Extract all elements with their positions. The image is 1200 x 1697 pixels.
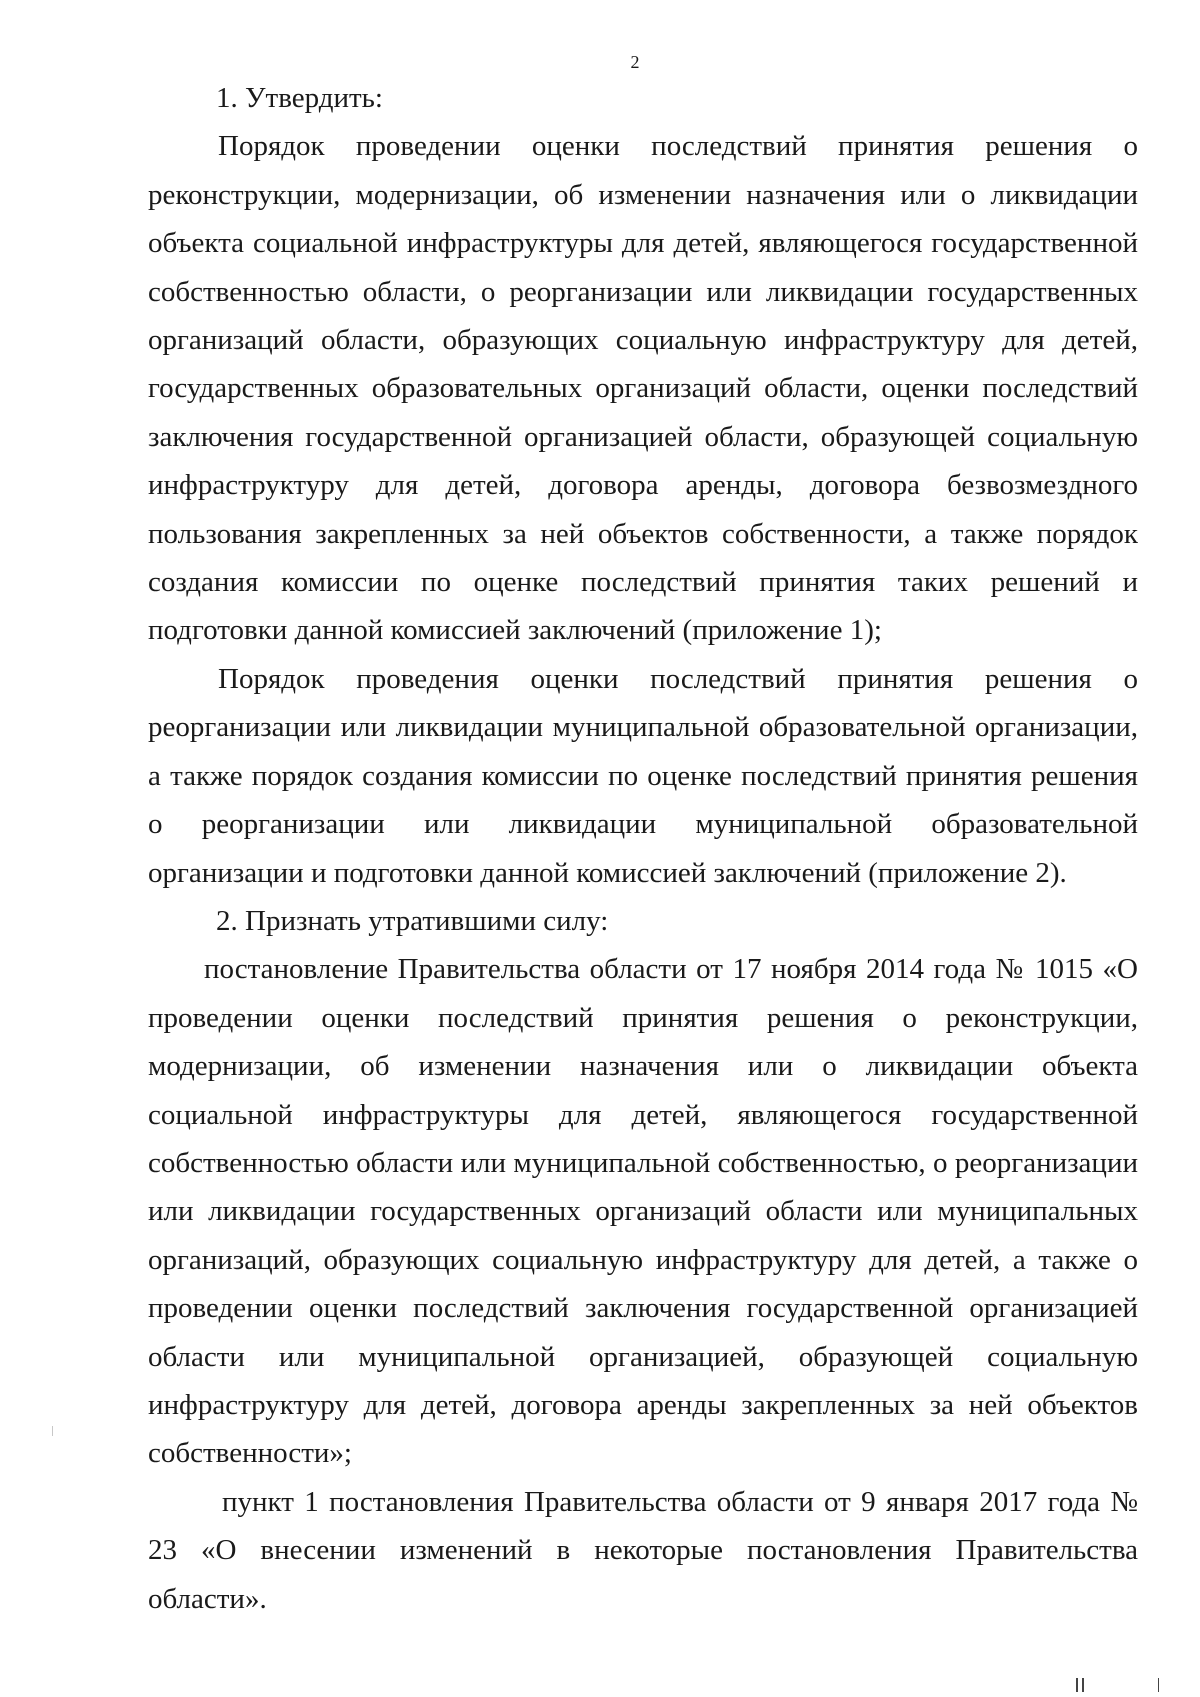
paragraph-order-appendix-2: Порядок проведения оценки последствий принятия решения о реорганизации или ликвидации муниципальной образовательной организации, а также порядок создания комиссии по оценке последствий принятия решения о реорганизации или ликвидации муниципальной образовательной организации и подготовки данной комиссией заключений (приложение 2). xyxy=(148,662,1138,889)
item-1-heading: 1. Утвердить: xyxy=(216,82,383,114)
scan-corner-mark xyxy=(1076,1678,1078,1692)
scan-margin-mark xyxy=(52,1426,53,1436)
page-number: 2 xyxy=(630,52,640,72)
scan-corner-mark xyxy=(1082,1678,1084,1692)
scan-corner-mark xyxy=(1158,1678,1159,1692)
document-body xyxy=(148,74,1138,1623)
paragraph-repealed-resolution-23: пункт 1 постановления Правительства области от 9 января 2017 года № 23 «О внесении изменений в некоторые постановления Правительства области». xyxy=(148,1485,1138,1615)
paragraph-order-appendix-1: Порядок проведении оценки последствий принятия решения о реконструкции, модернизации, об изменении назначения или о ликвидации объекта социальной инфраструктуры для детей, являющегося государственной собственностью области, о реорганизации или ликвидации государственных организаций области, образующих социальную инфраструктуру для детей, государственных образовательных организаций области, оценки последствий заключения государственной организацией области, образующей социальную инфраструктуру для детей, договора аренды, договора безвозмездного пользования закрепленных за ней объектов собственности, а также порядок создания комиссии по оценке последствий принятия таких решений и подготовки данной комиссией заключений (приложение 1); xyxy=(148,130,1138,647)
paragraph-repealed-resolution-1015: постановление Правительства области от 17 ноября 2014 года № 1015 «О проведении оценки последствий принятия решения о реконструкции, модернизации, об изменении назначения или о ликвидации объекта социальной инфраструктуры для детей, являющегося государственной собственностью области или муниципальной собственностью, о реорганизации или ликвидации государственных организаций области или муниципальных организаций, образующих социальную инфраструктуру для детей, а также о проведении оценки последствий заключения государственной организацией области или муниципальной организацией, образующей социальную инфраструктуру для детей, договора аренды закрепленных за ней объектов собственности»; xyxy=(148,953,1138,1470)
item-2-heading: 2. Признать утратившими силу: xyxy=(216,904,609,937)
